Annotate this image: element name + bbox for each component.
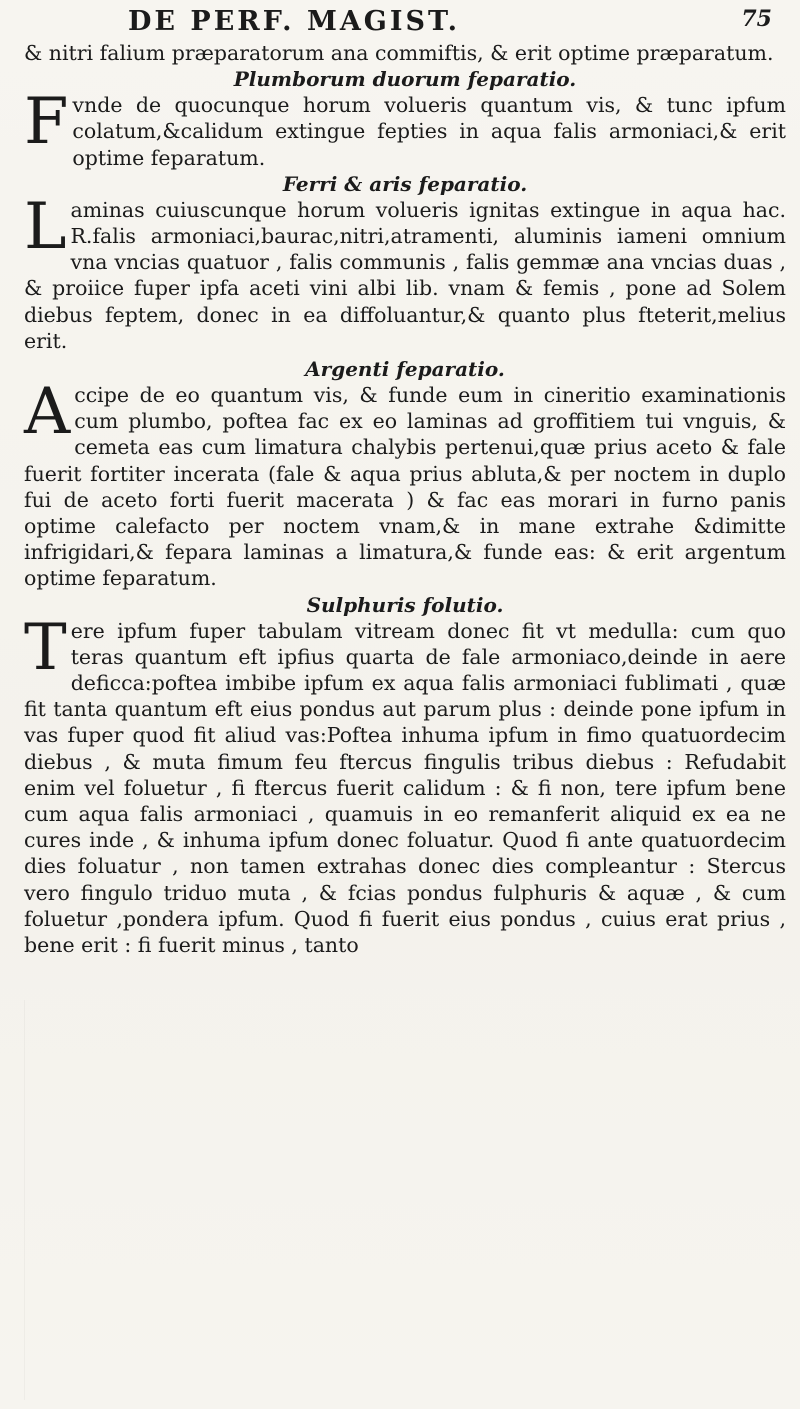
section-text-lead: Fvnde de quocunque horum volueris quantum vis, & tunc ipfum colatum,&calidum extingue fepties in aqua falis armoniaci,& erit optime feparatum. — [24, 85, 786, 170]
section-heading-sulphur: Sulphuris folutio. — [306, 592, 504, 617]
section-text-silver: Accipe de eo quantum vis, & funde eum in cineritio examinationis cum plumbo, poftea fac ex eo laminas ad groffitiem tui vnguis, & cemeta eas cum limatura chalybis pertenui,quæ prius aceto & fale fuerit fortiter incerata (fale & aqua prius abluta,& per noctem in duplo fui de aceto forti fuerit macerata ) & fac eas morari in furno panis optime calefacto per noctem vnam,& in mane extrahe &dimitte infrigidari,& fepara laminas a limatura,& funde eas: & erit argentum optime feparatum. — [24, 375, 786, 591]
page-body — [24, 40, 786, 958]
section-heading-silver: Argenti feparatio. — [305, 357, 505, 382]
section-heading-lead: Plumborum duorum feparatio. — [233, 67, 577, 92]
opening-lines: & nitri falium præparatorum ana commiftis, & erit optime præparatum. — [24, 41, 774, 65]
page-header — [0, 4, 800, 44]
page-number: 75 — [741, 6, 772, 32]
section-text-iron-copper: Laminas cuiuscunque horum volueris ignitas extingue in aqua hac. R.falis armoniaci,baurac,nitri,atramenti, aluminis iameni omnium vna vncias quatuor , falis communis , falis gemmæ ana vncias duas , & proiice fuper ipfa aceti vini albi lib. vnam & femis , pone ad Solem diebus feptem, donec in ea diffoluantur,& quanto plus fteterit,melius erit. — [24, 189, 786, 353]
section-heading-iron-copper: Ferri & aris feparatio. — [282, 171, 528, 196]
section-text-sulphur: Tere ipfum fuper tabulam vitream donec fit vt medulla: cum quo teras quantum eft ipfius quarta de fale armoniaco,deinde in aere deficca:poftea imbibe ipfum ex aqua falis armoniaci fublimati , quæ fit tanta quantum eft eius pondus aut parum plus : deinde pone ipfum in vas fuper quod fit aliud vas:Poftea inhuma ipfum in fimo quatuordecim diebus , & muta fimum feu ftercus fingulis tribus diebus : Refudabit enim vel foluetur , fi ftercus fuerit calidum : & fi non, tere ipfum bene cum aqua falis armoniaci , quamuis in eo remanferit aliquid ex ea ne cures inde , & inhuma ipfum donec foluatur. Quod fi ante quatuordecim dies foluatur , non tamen extrahas donec dies compleantur : Stercus vero fingulo triduo muta , & fcias pondus fulphuris & aquæ , & cum foluetur ,pondera ipfum. Quod fi fuerit eius pondus , cuius erat prius , bene erit : fi fuerit minus , tanto — [24, 610, 786, 958]
running-head: DE PERF. MAGIST. — [128, 6, 461, 37]
paper-fold — [24, 1000, 25, 1400]
